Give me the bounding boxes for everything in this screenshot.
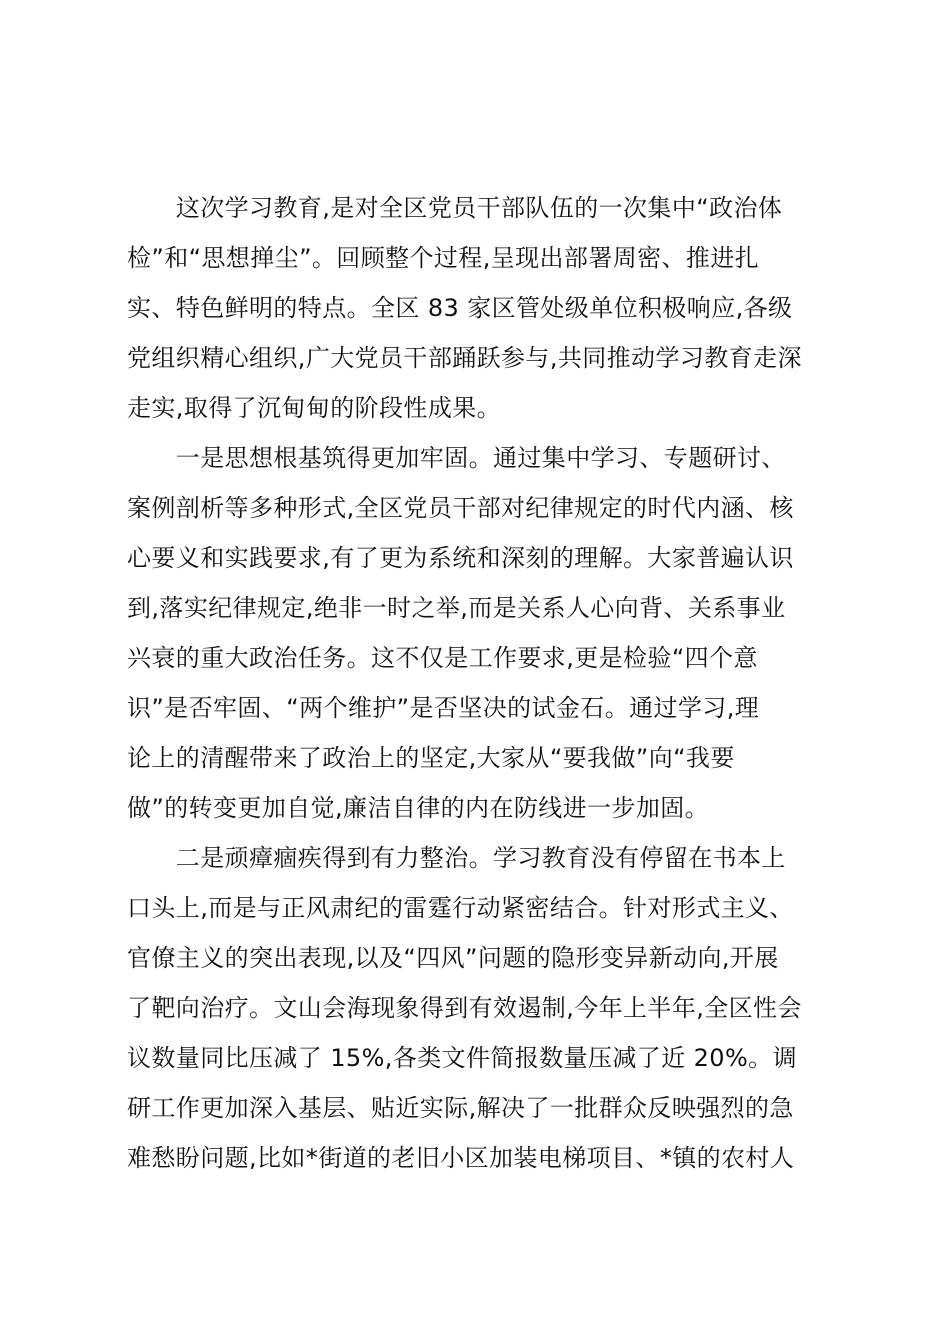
document-body: [127, 183, 832, 1183]
text-line: 党组织精心组织,广大党员干部踊跃参与,共同推动学习教育走深: [127, 344, 802, 372]
text-line: 了靶向治疗。文山会海现象得到有效遏制,今年上半年,全区性会: [127, 994, 802, 1022]
paragraph-intro: [127, 183, 832, 433]
text-line: 做”的转变更加自觉,廉洁自律的内在防线进一步加固。: [127, 794, 710, 822]
text-line: 研工作更加深入基层、贴近实际,解决了一批群众反映强烈的急: [127, 1094, 794, 1122]
text-line: 难愁盼问题,比如*街道的老旧小区加装电梯项目、*镇的农村人: [127, 1144, 795, 1172]
text-line: 兴衰的重大政治任务。这不仅是工作要求,更是检验“四个意: [127, 644, 758, 672]
text-line: 实、特色鲜明的特点。全区 83 家区管处级单位积极响应,各级: [127, 294, 793, 322]
text-line: 心要义和实践要求,有了更为系统和深刻的理解。大家普遍认识: [127, 544, 794, 572]
text-line: 官僚主义的突出表现,以及“四风”问题的隐形变异新动向,开展: [127, 944, 779, 972]
text-line: 到,落实纪律规定,绝非一时之举,而是关系人心向背、关系事业: [127, 594, 786, 622]
paragraph-rectification: [127, 833, 832, 1183]
text-line: 走实,取得了沉甸甸的阶段性成果。: [127, 394, 502, 422]
text-line: 一是思想根基筑得更加牢固。通过集中学习、专题研讨、: [127, 444, 786, 472]
paragraph-ideological-foundation: [127, 433, 832, 833]
text-line: 口头上,而是与正风肃纪的雷霆行动紧密结合。针对形式主义、: [127, 894, 794, 922]
text-line: 二是顽瘴痼疾得到有力整治。学习教育没有停留在书本上: [127, 844, 786, 872]
text-line: 检”和“思想掸尘”。回顾整个过程,呈现出部署周密、推进扎: [127, 244, 760, 272]
text-line: 议数量同比压减了 15%,各类文件简报数量压减了近 20%。调: [127, 1044, 797, 1072]
text-line: 识”是否牢固、“两个维护”是否坚决的试金石。通过学习,理: [127, 694, 760, 722]
text-line: 论上的清醒带来了政治上的坚定,大家从“要我做”向“我要: [127, 744, 735, 772]
text-line: 这次学习教育,是对全区党员干部队伍的一次集中“政治体: [127, 194, 783, 222]
text-line: 案例剖析等多种形式,全区党员干部对纪律规定的时代内涵、核: [127, 494, 794, 522]
